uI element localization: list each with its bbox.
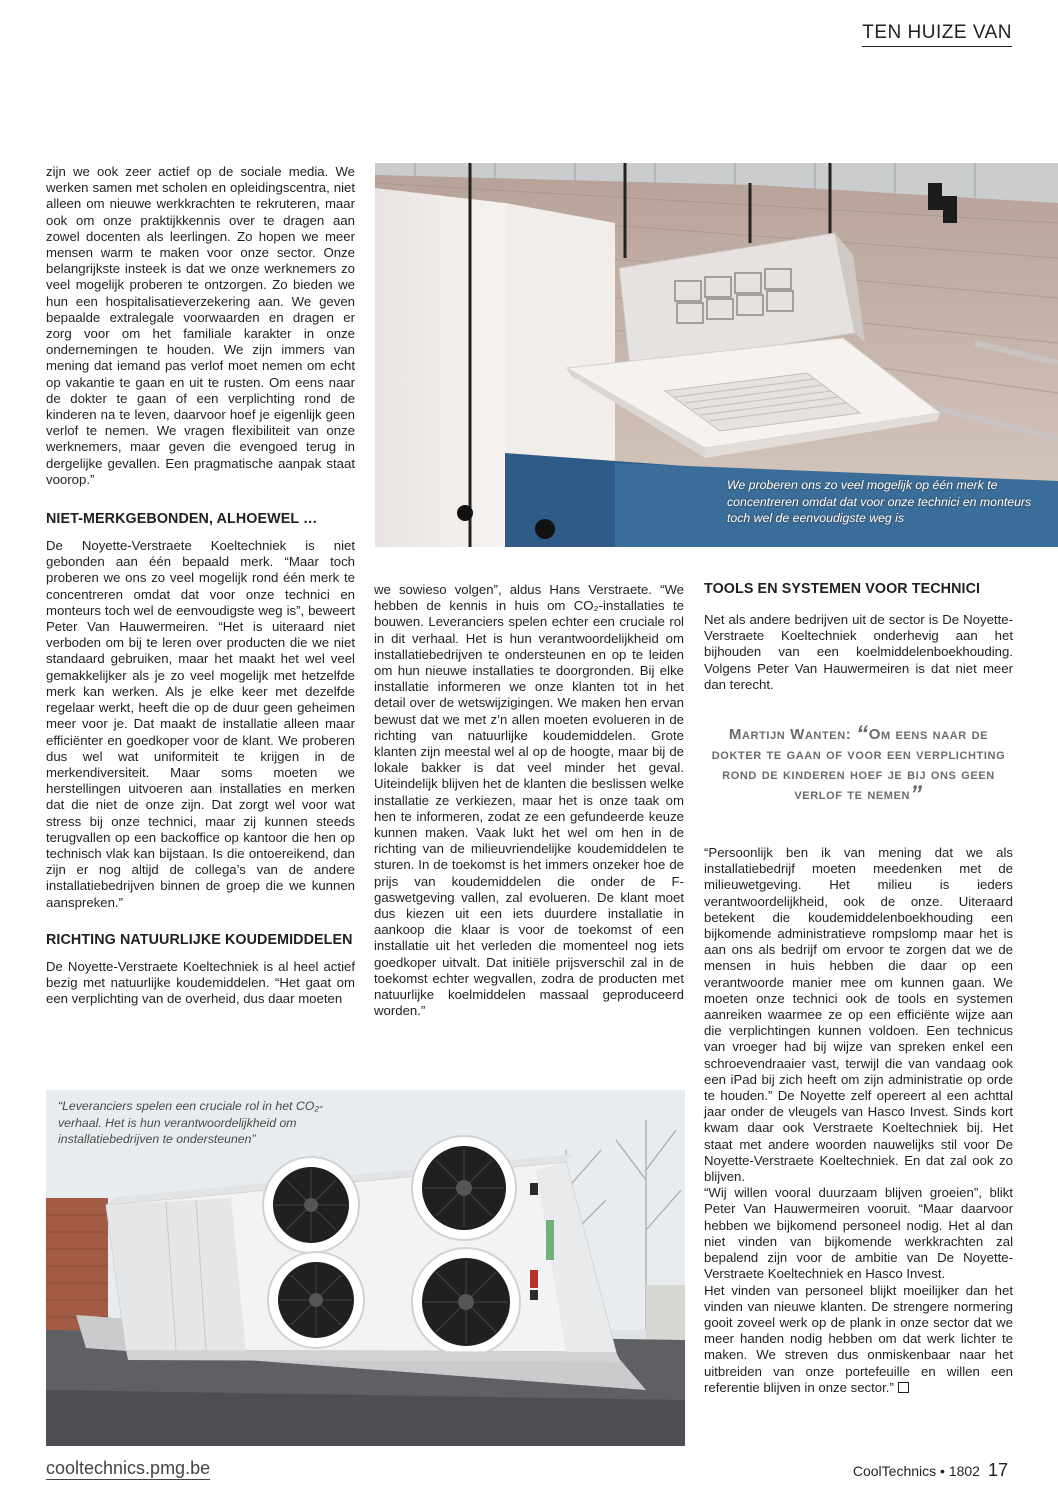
- pull-quote-name: Martijn Wanten:: [728, 726, 852, 744]
- heading-natuurlijke-koudemiddelen: RICHTING NATUURLIJKE KOUDEMIDDELEN: [46, 931, 353, 948]
- end-mark-icon: [898, 1382, 909, 1393]
- column-2: [374, 582, 684, 1019]
- paragraph-natuurlijke-koudemiddelen: De Noyette-Verstraete Koeltechniek is al heel actief bezig met natuurlijke koudemiddelen. “Het gaat om een verplichting van de overheid, dus daar moeten: [46, 958, 355, 1007]
- intro-paragraph: zijn we ook zeer actief op de sociale media. We werken samen met scholen en opleidingscentra, niet alleen om nieuwe werkkrachten te rekruteren, maar ook om onze praktijkkennis over te dragen aan zowel docenten als leerlingen. Zo hopen we meer mensen warm te maken voor onze sector. Onze belangrijkste insteek is dat we onze werknemers zo veel mogelijk proberen te ontzorgen. Zo bieden we hun een hospitalisatieverzekering aan. We geven bepaalde extralegale voorwaarden en dragen er zorg voor om het familiale karakter in onze ondernemingen te houden. We zijn immers van mening dat iemand pas verlof moet nemen om echt op vakantie te gaan en uit te rusten. Om eens naar de dokter te gaan of een verplichting rond de kinderen na te leven, daarvoor hoef je eigenlijk geen verlof te nemen. We vragen flexibiliteit van onze werknemers, maar geven die evengoed terug in dergelijke gevallen. Een pragmatische aanpak staat voorop.”: [46, 164, 355, 487]
- caption-bottom-photo: “Leveranciers spelen een cruciale rol in het CO₂-verhaal. Het is hun verantwoordelijkheid om installatiebedrijven te ondersteunen”: [58, 1099, 324, 1146]
- footer-website-link[interactable]: cooltechnics.pmg.be: [46, 1458, 211, 1478]
- column-3: [704, 580, 1013, 1396]
- pull-quote: [710, 721, 1007, 809]
- pull-quote-text: Om eens naar de dokter te gaan of voor een verplichting rond de kinderen hoef je bij ons geen verlof te nemen: [711, 726, 1006, 804]
- pull-quote-open-mark: “: [856, 721, 869, 749]
- paragraph-niet-merkgebonden: De Noyette-Verstraete Koeltechniek is niet gebonden aan één bepaald merk. “Maar toch proberen we ons zo veel mogelijk rond één merk te concentreren omdat dat voor onze technici en monteurs toch wel de eenvoudigste weg is”, beweert Peter Van Hauwermeiren. “Het is uiteraard niet verboden om bij te leren over producten die we niet standaard gebruiken, maar het maakt het wel veel gemakkelijker als je zo veel mogelijk met hetzelfde merk kan werken. Als je elke keer met dezelfde regelaar werkt, heeft die op de duur geen geheimen meer voor je. Dat maakt de installatie alleen maar efficiënter en goedkoper voor de klant. We proberen dus wel wat uniformiteit te krijgen in de merkendiversiteit. Maar soms moeten we herstellingen uitvoeren aan installaties en merken dat die niet de onze zijn. Dat zorgt wel voor wat stress bij onze technici, maar zij kunnen steeds terugvallen op een backoffice op kantoor die hen op technisch vlak kan bijstaan. Is die ontoereikend, dan zijn er nog altijd de collega’s van de andere installatiebedrijven binnen de groep die we kunnen aanspreken.”: [46, 538, 355, 910]
- fan-top-right: [412, 1136, 516, 1240]
- footer-magazine-info: [853, 1460, 1008, 1481]
- fan-top-left: [263, 1157, 359, 1253]
- photo-rooftop-condenser: [46, 1090, 685, 1446]
- footer-magazine-issue: CoolTechnics • 1802: [852, 1463, 980, 1479]
- photo-ceiling-cassette: [375, 163, 1058, 547]
- fan-bottom-right: [412, 1248, 520, 1356]
- heading-tools-systemen: TOOLS EN SYSTEMEN VOOR TECHNICI: [704, 581, 981, 597]
- paragraph-personeel: [704, 1283, 1013, 1396]
- column-1: [46, 164, 355, 1007]
- page-number: 17: [987, 1460, 1008, 1480]
- section-tag: TEN HUIZE VAN: [862, 22, 1012, 47]
- paragraph-co2: we sowieso volgen”, aldus Hans Verstraete. “We hebben de kennis in huis om CO₂-installaties te bouwen. Leveranciers spelen echter een cruciale rol in dit verhaal. Het is hun verantwoordelijkheid om installatiebedrijven te ondersteunen en op te leiden om hun nieuwe installaties te doorgronden. Bij elke installatie informeren we onze klanten tot in het detail over de wetswijzigingen. We maken hen ervan bewust dat we met z’n allen moeten evolueren in de richting van natuurlijke koudemiddelen. Grote klanten zijn meestal wel al op de hoogte, maar bij de lokale bakker is dat veel minder het geval. Uiteindelijk blijven het de klanten die beslissen welke installatie ze verkiezen, maar het is onze taak om hen te informeren, zodat ze een gefundeerde keuze kunnen maken. Vaak lukt het wel om hen in de richting van de milieuvriendelijke koudemiddelen te sturen. In de toekomst is het immers onzeker hoe de prijs van koudemiddelen die onder de F-gaswetgeving vallen, zal evolueren. De klant moet dus kiezen uit een iets duurdere installatie in aankoop die klaar is voor de toekomst of een installatie uit het verleden die momenteel nog iets goedkoper uitvalt. Dat initiële prijsverschil zal in de toekomst echter wegvallen, zodra de producten met natuurlijke koelmiddelen massaal geproduceerd worden.”: [374, 582, 684, 1019]
- green-cool-label: [546, 1220, 554, 1260]
- paragraph-koelmiddelenboekhouding: Net als andere bedrijven uit de sector is De Noyette-Verstraete Koeltechniek onderhevig aan het bijhouden van een koelmiddelenboekhouding. Volgens Peter Van Hauwermeiren is dat niet meer dan terecht.: [704, 612, 1013, 692]
- fan-bottom-left: [268, 1252, 364, 1348]
- pull-quote-close-mark: ”: [910, 781, 923, 809]
- paragraph-duurzaam-groeien: “Wij willen vooral duurzaam blijven groeien”, blikt Peter Van Hauwermeiren vooruit. “Maar daarvoor hebben we bijkomend personeel nodig. Het al dan niet vinden van bijkomende werkkrachten zal bepalend zijn voor de ambitie van De Noyette-Verstraete Koeltechniek en Hasco Invest.: [704, 1185, 1013, 1282]
- caption-top-photo: We proberen ons zo veel mogelijk op één merk te concentreren omdat dat voor onze technici en monteurs toch wel de eenvoudigste weg is: [727, 478, 1032, 525]
- paragraph-personeel-text: Het vinden van personeel blijkt moeilijker dan het vinden van nieuwe klanten. De strengere normering gooit zoveel werk op de plank in onze sector dat we meer handen nodig hebben om dat werk lichter te maken. We streven dus onmiskenbaar naar het uitbreiden van onze portefeuille en willen een referentie blijven in onze sector.”: [704, 1282, 1013, 1395]
- heading-niet-merkgebonden: NIET-MERKGEBONDEN, ALHOEWEL …: [46, 511, 318, 528]
- paragraph-milieuwetgeving: “Persoonlijk ben ik van mening dat we als installatiebedrijf moeten meedenken met de milieuwetgeving. Het milieu is ieders verantwoordelijkheid, ook de onze. Uiteraard betekent die koudemiddelenboekhouding een bijkomende administratieve rompslomp maar het is aan ons als bedrijf om ervoor te zorgen dat we de mensen in huis hebben die daar op een verantwoorde manier mee om kunnen gaan. We moeten onze technici ook de tools en systemen aanreiken waarmee ze op een efficiënte wijze aan die verplichtingen kunnen voldoen. Een technicus van vroeger had bij wijze van spreken enkel een schroevendraaier vast, terwijl die van vandaag ook een iPad bij zich heeft om zijn administratie op orde te houden.” De Noyette zelf opereert al een achttal jaar onder de vleugels van Hasco Invest. Sinds kort kwam daar ook Verstraete Koeltechniek bij. Het staat met andere woorden nauwelijks stil voor De Noyette-Verstraete Koeltechniek. En dat zal ook zo blijven.: [704, 845, 1013, 1185]
